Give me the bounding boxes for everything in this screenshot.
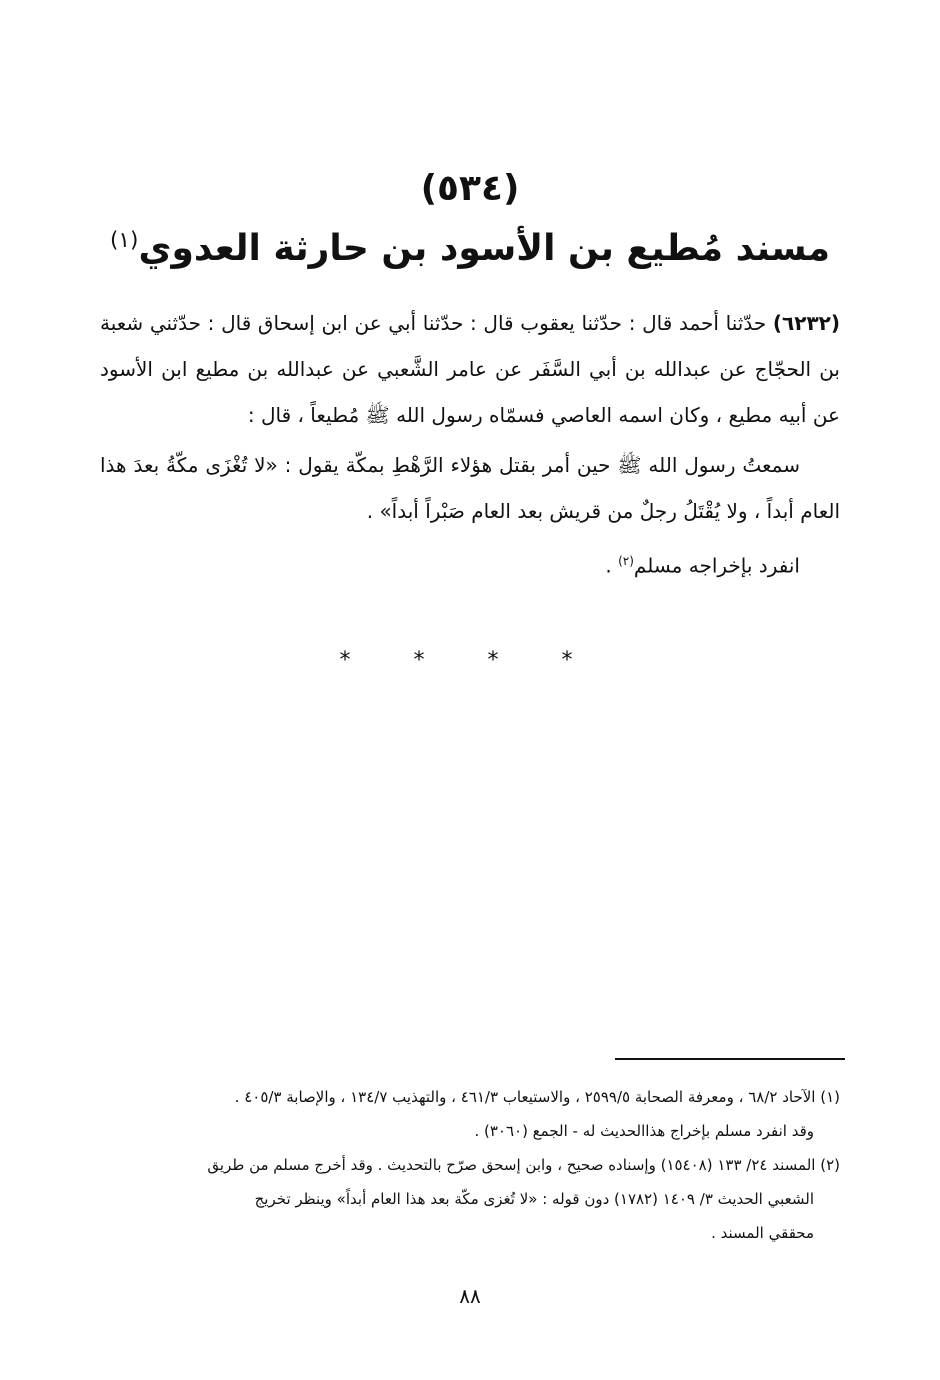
takhrij-text: انفرد بإخراجه مسلم bbox=[633, 553, 800, 578]
footnote-ref-2[interactable]: (٢) bbox=[618, 554, 634, 568]
hadith-isnad-text: حدّثنا أحمد قال : حدّثنا يعقوب قال : حدّثنا أبي عن ابن إسحاق قال : حدّثني شعبة بن الحجّاج عن عبدالله بن أبي السَّفَر عن عامر الشَّعبي عن عبدالله بن مطيع ابن الأسود عن أبيه مطيع ، وكان اسمه العاصي فسمّاه رسول الله ﷺ مُطيعاً ، قال : bbox=[100, 311, 840, 427]
footnote-2-line-1: (٢) المسند ٢٤/ ١٣٣ (١٥٤٠٨) وإسناده صحيح ، وابن إسحق صرّح بالتحديث . وقد أخرج مسلم من طريق bbox=[207, 1156, 840, 1174]
hadith-paragraph-isnad bbox=[100, 300, 840, 438]
footnote-1-line-2: وقد انفرد مسلم بإخراج هذاالحديث له - الجمع (٣٠٦٠) . bbox=[474, 1122, 814, 1140]
takhrij-end: . bbox=[605, 553, 619, 578]
section-separator: * * * * bbox=[339, 648, 601, 673]
page-number: ٨٨ bbox=[459, 1284, 481, 1308]
footnotes bbox=[100, 1080, 840, 1250]
hadith-paragraph-takhrij bbox=[100, 538, 840, 589]
footnote-2-line-3: محققي المسند . bbox=[711, 1224, 814, 1242]
footnote-1-line-1: (١) الآحاد ٦٨/٢ ، ومعرفة الصحابة ٢٥٩٩/٥ ، والاستيعاب ٤٦١/٣ ، والتهذيب ١٣٤/٧ ، والإصابة ٤٠٥/٣ . bbox=[234, 1088, 840, 1106]
chapter-number: (٥٣٤) bbox=[420, 168, 520, 209]
chapter-title-text: مسند مُطيع بن الأسود بن حارثة العدوي bbox=[138, 228, 831, 269]
footnote-2-line-2: الشعبي الحديث ٣/ ١٤٠٩ (١٧٨٢) دون قوله : «لا تُغزى مكّة بعد هذا العام أبداً» وينظر تخريج bbox=[254, 1190, 814, 1208]
chapter-title bbox=[100, 228, 840, 269]
footnote-ref-1[interactable]: (١) bbox=[109, 228, 139, 253]
hadith-number: (٦٢٣٢) bbox=[772, 311, 840, 335]
hadith-body bbox=[100, 300, 840, 593]
footnote-divider bbox=[615, 1058, 845, 1060]
hadith-paragraph-matn: سمعتُ رسول الله ﷺ حين أمر بقتل هؤلاء الرَّهْطِ بمكّة يقول : «لا تُغْزَى مكّةُ بعدَ هذا العام أبداً ، ولا يُقْتَلُ رجلٌ من قريش بعد العام صَبْراً أبداً» . bbox=[100, 453, 840, 523]
